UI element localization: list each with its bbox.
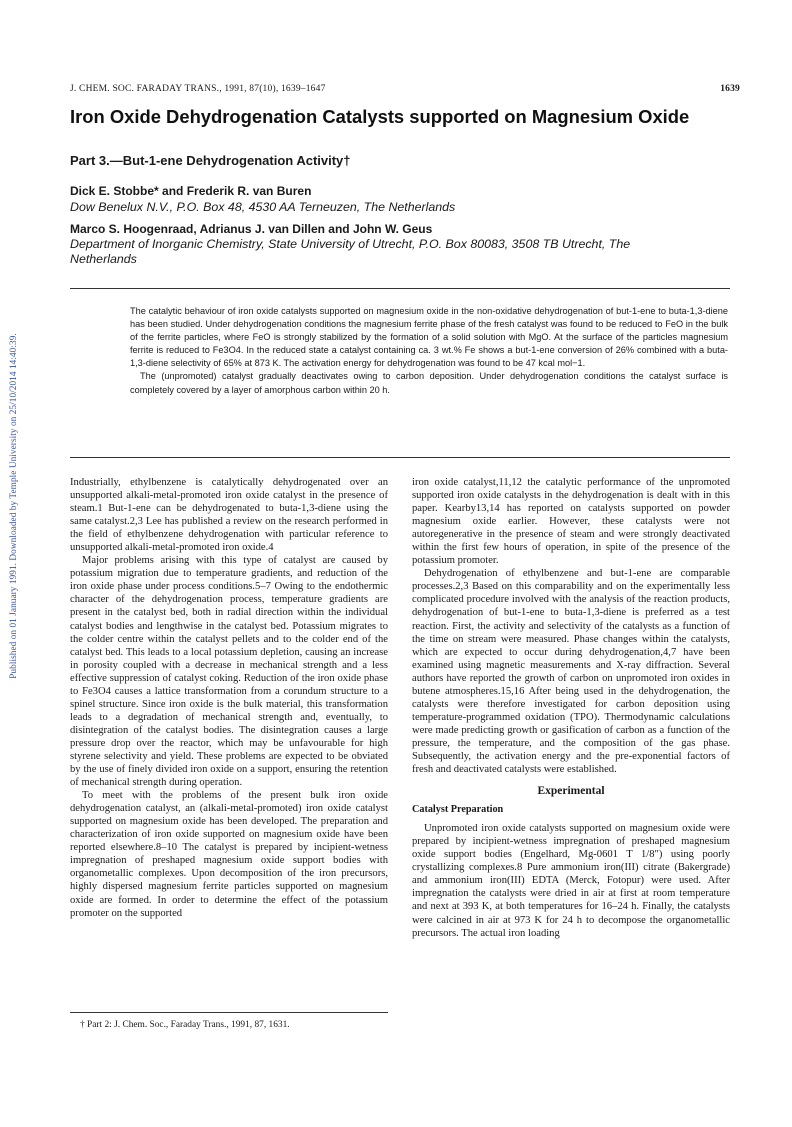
footnote: † Part 2: J. Chem. Soc., Faraday Trans., 1991, 87, 1631. — [80, 1020, 290, 1030]
subsection-heading-catalyst-preparation: Catalyst Preparation — [412, 804, 504, 816]
affiliation-1: Dow Benelux N.V., P.O. Box 48, 4530 AA Terneuzen, The Netherlands — [70, 200, 456, 214]
body-paragraph: Major problems arising with this type of catalyst are caused by potassium migration due to temperature gradients, and reduction of the iron oxide phase under process conditions.5–7 Owing to the endothermic character of the dehydrogenation process, temperature gradients are present in the catalyst bed, both in radial direction within the individual catalyst bodies and lengthwise in the catalyst bed. Potassium migrates to the colder centre within the catalyst pellets and to the colder end of the catalyst bed. This leads to a local potassium depletion, causing an increase in porosity coupled with a decrease in mechanical strength and a less effective suppression of catalyst coking. Reduction of the iron oxide phase to Fe3O4 causes a lattice transformation from a corundum structure to a spinel structure. Since iron oxide is the bulk material, this transformation leads to a degradation of mechanical strength and, eventually, to disintegration of the catalyst bodies. The disintegration causes a large pressure drop over the reactor, which may be unfavourable for high styrene selectivity and yield. These problems are expected to be obviated by the use of finely divided iron oxide on a support, ensuring the retention of mechanical strength during operation. — [70, 555, 388, 789]
abstract-paragraph-2: The (unpromoted) catalyst gradually deactivates owing to carbon deposition. Under dehydrogenation conditions the catalyst surface is completely covered by a layer of amorphous carbon within 20 h. — [130, 371, 728, 395]
abstract-rule — [70, 457, 730, 458]
body-paragraph: To meet with the problems of the present bulk iron oxide dehydrogenation catalyst, an (alkali-metal-promoted) iron oxide catalyst supported on magnesium oxide has been developed. The preparation and characterization of iron oxide supported on magnesium oxide have been reported elsewhere.8–10 The catalyst is prepared by incipient-wetness impregnation of preshaped magnesium oxide support bodies with organometallic complexes. Upon decomposition of the iron precursors, highly dispersed magnesium ferrite particles supported on magnesium oxide are formed. In order to determine the effect of the potassium promoter on the supported — [70, 790, 388, 919]
right-column — [412, 476, 730, 940]
left-column — [70, 476, 388, 920]
article-title: Iron Oxide Dehydrogenation Catalysts supported on Magnesium Oxide — [70, 106, 690, 127]
download-watermark: Published on 01 January 1991. Downloaded by Temple University on 25/10/2014 14:40:39. — [9, 333, 19, 679]
footnote-rule — [70, 1012, 388, 1013]
section-heading-experimental: Experimental — [537, 785, 605, 798]
body-paragraph: Dehydrogenation of ethylbenzene and but-1-ene are comparable processes.2,3 Based on this comparability and on the experimentally less complicated procedure involved with the analysis of the reaction products, dehydrogenation of but-1-ene to buta-1,3-diene is preferred as a test reaction. First, the activity and selectivity of the catalysts as a function of the time on stream were measured. Phase changes within the catalysts, which are expected to occur during dehydrogenation,4,7 have been examined using magnetic measurements and X-ray diffraction. Several authors have reported the growth of carbon on unpromoted iron oxides in butene atmospheres.15,16 After being used in the dehydrogenation, the catalysts were therefore investigated for carbon deposition using temperature-programmed oxidation (TPO). Thermodynamic calculations were made predicting growth or gasification of carbon as a function of the pressure, the temperature, and the composition of the gas phase. Subsequently, the activation energy and the pre-exponential factors of fresh and deactivated catalysts were established. — [412, 568, 730, 776]
header-rule — [70, 288, 730, 289]
article-subtitle: Part 3.—But-1-ene Dehydrogenation Activity† — [70, 153, 351, 168]
affiliation-2: Department of Inorganic Chemistry, State University of Utrecht, P.O. Box 80083, 3508 TB Utrecht, The Netherlands — [70, 237, 631, 266]
body-paragraph: iron oxide catalyst,11,12 the catalytic performance of the unpromoted supported iron oxide catalysts in the dehydrogenation is dealt with in this paper. Kearby13,14 has reported on catalysts supported on powder magnesium oxide earlier. However, these catalysts were not autoregenerative in the presence of steam and were strongly deactivated within the first few hours of operation, in spite of the presence of the potassium promoter. — [412, 477, 730, 567]
running-head — [70, 84, 740, 94]
abstract-paragraph-1: The catalytic behaviour of iron oxide catalysts supported on magnesium oxide in the non-oxidative dehydrogenation of but-1-ene to buta-1,3-diene has been studied. Under dehydrogenation conditions the magnesium ferrite phase of the fresh catalyst was found to be reduced to FeO in the bulk of the ferrite particles, where FeO is strongly stabilized by the formation of a solid solution with MgO. At the surface of the particles magnesium ferrite is reduced to Fe3O4. In the reduced state a catalyst containing ca. 3 wt.% Fe shows a but-1-ene conversion of 26% combined with a buta-1,3-diene selectivity of 65% at 873 K. The activation energy for dehydrogenation was found to be 47 kcal mol−1. — [130, 306, 728, 369]
body-paragraph: Unpromoted iron oxide catalysts supported on magnesium oxide were prepared by incipient-wetness impregnation of preshaped magnesium oxide support bodies (Engelhard, Mg-0601 T 1/8″) using poorly crystallizing complexes.8 Pure ammonium iron(III) citrate (Bakergrade) and ammonium iron(III) EDTA (Merck, Fotopur) were used. After impregnation the catalysts were dried in air at first at room temperature and next at 393 K, at both temperatures for 16–24 h. Finally, the catalysts were calcined in air at 973 K for 24 h to decompose the organometallic precursors. The actual iron loading — [412, 823, 730, 939]
author-group-1: Dick E. Stobbe* and Frederik R. van Buren — [70, 184, 312, 198]
abstract — [130, 305, 728, 397]
body-paragraph: Industrially, ethylbenzene is catalytically dehydrogenated over an unsupported alkali-metal-promoted iron oxide catalyst in the presence of steam.1 But-1-ene can be dehydrogenated to buta-1,3-diene using the same catalyst.2,3 Lee has published a review on the research performed in the field of ethylbenzene dehydrogenation with particular reference to unsupported alkali-metal-promoted iron oxide.4 — [70, 477, 388, 554]
page-number: 1639 — [720, 84, 740, 94]
journal-citation: J. CHEM. SOC. FARADAY TRANS., 1991, 87(10), 1639–1647 — [70, 84, 326, 94]
author-group-2: Marco S. Hoogenraad, Adrianus J. van Dillen and John W. Geus — [70, 222, 433, 236]
